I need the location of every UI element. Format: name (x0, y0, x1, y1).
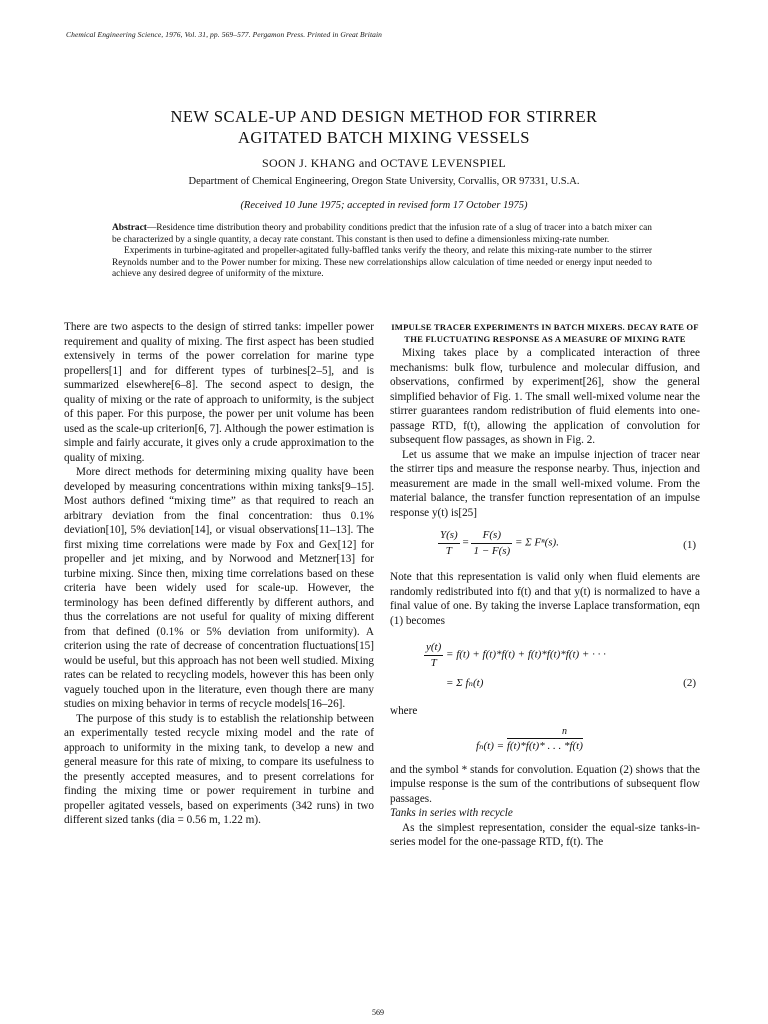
intro-paragraph-2: More direct methods for determining mixing quality have been developed by measuring concentrations within mixing tanks[9–15]. Most authors defined “mixing time” as that required to reach an arbitrary deviation from the final concentration: thus 0.1% deviation[10], 5% deviation[14], or visual observations[11–13]. The first mixing time correlations were made by Fox and Gex[12] for propeller and jet mixing, and by Norwood and Metzner[13] for turbine mixing. Since then, mixing time correlations based on these criteria have been widely used for scale-up. However, the terminology has been defined differently by different authors, and thus the correlations are not useful for quality of mixing different from that defined (0.1% or 5% deviation from uniformity). A criterion using the rate of decrease of concentration fluctuations[15] would be useful, but this approach has not been well studied. Mixing rates can be related to recycling models, however this has been only vaguely touched upon in the literature, even though there are many studies on mixing behavior in terms of recycle models[16–26]. (64, 466, 374, 710)
affiliation: Department of Chemical Engineering, Oregon State University, Corvallis, OR 97331, U.S.A. (188, 176, 580, 187)
body-paragraph-3: Note that this representation is valid only when fluid elements are randomly redistributed into f(t) and that y(t) is normalized to have a final value of one. By taking the inverse Laplace transformation, eqn (1) becomes (390, 571, 700, 627)
intro-paragraph-3: The purpose of this study is to establish the relationship between an experimentally tested recycle mixing model and the rate of approach to uniformity in the mixing tank, to develop a new and general measure for this rate of mixing, to compare its usefulness to the presently accepted measures, and to present correlations for finding the mixing time or power requirement in turbine and propeller agitated vessels, based on experiments (342 runs) in two different sized tanks (dia = 0.56 m, 1.22 m). (64, 712, 374, 826)
equation-3 (476, 727, 700, 757)
right-column (390, 320, 700, 850)
paper-title (60, 106, 708, 148)
abstract-paragraph-2: Experiments in turbine-agitated and propeller-agitated fully-baffled tanks verify the theory, and relate this mixing-rate number to the stirrer Reynolds number and to the Power number for mixing. These new correlationships allow calculation of time needed or energy input needed to achieve any desired degree of uniformity of the mixture. (112, 246, 652, 279)
eq2-number: (2) (683, 677, 696, 689)
eq1-mid-num: F(s) (471, 528, 512, 544)
page-number: 569 (372, 1008, 384, 1017)
eq2-lhs-fraction (424, 640, 443, 670)
abstract-label: Abstract (112, 223, 147, 233)
body-paragraph-5: As the simplest representation, consider the equal-size tanks-in-series model for the one-passage RTD, f(t). The (390, 821, 700, 848)
eq2-lhs-num: y(t) (424, 640, 443, 656)
body-paragraph-4: and the symbol * stands for convolution. Equation (2) shows that the impulse response is the sum of the contributions of subsequent flow passages. (390, 763, 700, 805)
section-heading: IMPULSE TRACER EXPERIMENTS IN BATCH MIXERS. DECAY RATE OF THE FLUCTUATING RESPONSE AS A MEASURE OF MIXING RATE (391, 322, 699, 344)
eq2-line-2: = Σ fₙ(t) (446, 677, 484, 689)
where-text: where (390, 705, 418, 717)
intro-paragraph-1: There are two aspects to the design of stirred tanks: impeller power requirement and quality of mixing. The first aspect has been studied extensively in terms of the power correlation for marine type propellers[1] and for different types of turbines[2–5], and is summarized elsewhere[6–8]. The second aspect to design, the quality of mixing or the rate of approach to uniformity, is the subject of this paper. For this purpose, the power per unit volume has been used as the scale-up criterion[6, 7]. Although the power estimation is simple and fairly accurate, it gives only a crude approximation to the quality of mixing. (64, 321, 374, 464)
journal-citation: Chemical Engineering Science, 1976, Vol. 31, pp. 569–577. Pergamon Press. Printed in Great Britain (66, 30, 383, 39)
body-paragraph-2: Let us assume that we make an impulse injection of tracer near the stirrer tips and measure the response nearby. Thus, injection and measurement are made in the small well-mixed volume. From the material balance, the transfer function representation of an impulse response y(t) is[25] (390, 448, 700, 519)
eq1-lhs-fraction (438, 528, 460, 558)
equation-2 (424, 636, 700, 698)
eq1-rhs: = Σ Fⁿ(s). (514, 536, 559, 549)
body-paragraph-1: Mixing takes place by a complicated interaction of three mechanisms: bulk flow, turbulence and molecular diffusion, and observations, confirmed by experiment[26], show the general simplified behavior of Fig. 1. The small well-mixed volume near the stirrer guarantees random redistribution of fluid elements into one-passage RTD, f(t), allowing the application of convolution for subsequent flow passages, as shown in Fig. 2. (390, 347, 700, 446)
abstract (112, 223, 652, 281)
subsection-heading: Tanks in series with recycle (390, 807, 513, 819)
eq1-lhs-den: T (445, 544, 452, 557)
eq1-mid-den: 1 − F(s) (473, 544, 511, 557)
eq3-brace-label: n (562, 725, 567, 737)
left-column (64, 320, 374, 828)
abstract-text-1: —Residence time distribution theory and probability conditions predict that the infusion rate of a slug of tracer into a batch mixer can be characterized by a single quantity, a decay rate constant. This constant is then used to define a dimensionless mixing-rate number. (112, 223, 652, 245)
equation-1: $\frac{Y(s)}{T}$ = $\frac{F(s)}{1 - F(s)}$ = Σ Fⁿ(s). (1) (440, 529, 696, 557)
eq2-line-1: = f(t) + f(t)*f(t) + f(t)*f(t)*f(t) + · · · (446, 648, 606, 661)
title-line-1: NEW SCALE-UP AND DESIGN METHOD FOR STIRRER (170, 107, 598, 126)
eq1-number: (1) (683, 539, 696, 551)
authors: SOON J. KHANG and OCTAVE LEVENSPIEL (262, 156, 506, 170)
abstract-paragraph-1 (112, 223, 652, 246)
eq1-mid-fraction (471, 528, 512, 558)
eq3-lhs: fₙ(t) = (476, 739, 505, 752)
received-dates: (Received 10 June 1975; accepted in revised form 17 October 1975) (240, 200, 528, 211)
eq3-rhs: f(t)*f(t)* . . . *f(t) (506, 739, 583, 752)
eq2-lhs-den: T (430, 656, 437, 669)
eq1-lhs-num: Y(s) (438, 528, 460, 544)
title-line-2: AGITATED BATCH MIXING VESSELS (237, 128, 530, 147)
